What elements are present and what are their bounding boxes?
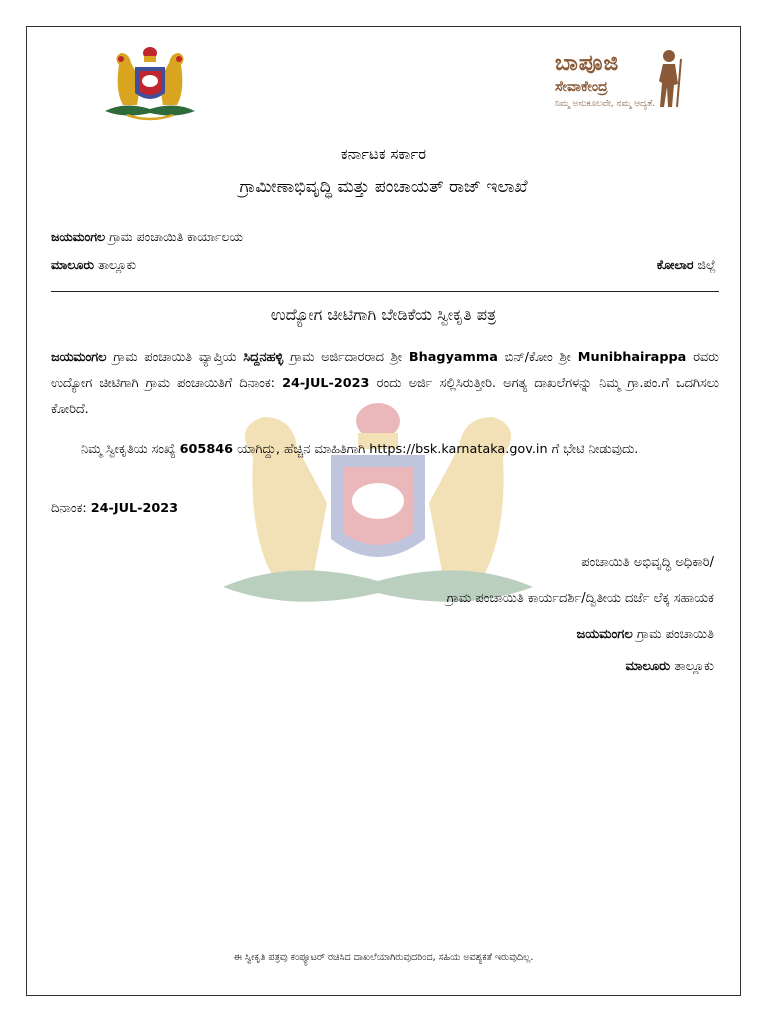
p1-text-c: ಬಿನ್/ಕೋಂ ಶ್ರೀ	[497, 350, 578, 365]
portal-url: https://bsk.karnataka.gov.in	[369, 442, 548, 457]
p1-text-d: ರವರು ಉದ್ಯೋಗ ಚೀಟಿಗಾಗಿ ಗ್ರಾಮ ಪಂಚಾಯಿತಿಗೆ ದಿನಾಂಕ:	[51, 350, 719, 391]
date-line	[51, 501, 178, 516]
p1-text-b: ಗ್ರಾಮ ಅರ್ಜಿದಾರರಾದ ಶ್ರೀ	[283, 350, 409, 365]
date-value: 24-JUL-2023	[90, 501, 179, 516]
office-village: ಜಯಮಂಗಲ	[51, 229, 106, 244]
relative-name: Munibhairappa	[577, 350, 687, 365]
district-line	[657, 257, 716, 273]
applicant-hamlet: ಸಿದ್ದನಹಳ್ಳಿ	[243, 350, 284, 365]
p2-text-c: ಗೆ ಭೇಟಿ ನೀಡುವುದು.	[547, 442, 639, 457]
date-label: ದಿನಾಂಕ:	[51, 501, 91, 516]
acknowledgement-number: 605846	[179, 442, 234, 457]
signature-village: ಜಯಮಂಗಲ	[576, 627, 633, 642]
application-date: 24-JUL-2023	[282, 376, 370, 391]
bsk-logo	[527, 47, 717, 117]
govt-name: ಕರ್ನಾಟಕ ಸರ್ಕಾರ	[340, 145, 427, 163]
district-label: ಜಿಲ್ಲೆ	[697, 257, 716, 272]
bsk-logo-title: ಬಾಪೂಜಿ	[555, 51, 620, 76]
body-paragraph-2	[51, 437, 719, 463]
p2-text-b: ಯಾಗಿದ್ದು, ಹೆಚ್ಚಿನ ಮಾಹಿತಿಗಾಗಿ	[233, 442, 370, 457]
taluk-name: ಮಾಲೂರು	[51, 257, 94, 272]
gandhi-silhouette-icon	[651, 47, 687, 109]
body-paragraph-1	[51, 345, 719, 423]
bsk-logo-subtitle: ಸೇವಾಕೇಂದ್ರ	[555, 79, 608, 95]
bsk-logo-tagline: ನಿಮ್ಮ ಅನುಕೂಲವೇ, ನಮ್ಮ ಆದ್ಯತೆ.	[555, 99, 656, 109]
signature-line-3	[577, 627, 714, 642]
signature-taluk-label: ತಾಲ್ಲೂಕು	[670, 659, 714, 674]
office-label: ಗ್ರಾಮ ಪಂಚಾಯಿತಿ ಕಾರ್ಯಾಲಯ	[109, 229, 243, 244]
applicant-name: Bhagyamma	[408, 350, 498, 365]
taluk-label: ತಾಲ್ಲೂಕು	[97, 257, 137, 272]
subject-line: ಉದ್ಯೋಗ ಚೀಟಿಗಾಗಿ ಬೇಡಿಕೆಯ ಸ್ವೀಕೃತಿ ಪತ್ರ	[270, 305, 497, 324]
department-name: ಗ್ರಾಮೀಣಾಭಿವೃದ್ಧಿ ಮತ್ತು ಪಂಚಾಯತ್ ರಾಜ್ ಇಲಾಖೆ	[239, 177, 528, 197]
district-name: ಕೋಲಾರ	[656, 257, 694, 272]
signature-line-4	[625, 659, 714, 674]
karnataka-emblem-icon	[97, 45, 203, 125]
signature-panchayat: ಗ್ರಾಮ ಪಂಚಾಯಿತಿ	[632, 627, 714, 642]
p1-text-e: ರಂದು ಅರ್ಜಿ ಸಲ್ಲಿಸಿರುತ್ತೀರಿ. ಅಗತ್ಯ ದಾಖಲೆಗಳನ್ನು ನಿಮ್ಮ ಗ್ರಾ.ಪಂ.ಗೆ ಒದಗಿಸಲು ಕೋರಿದೆ.	[51, 376, 719, 417]
taluk-line	[51, 257, 136, 273]
p2-text-a: ನಿಮ್ಮ ಸ್ವೀಕೃತಿಯ ಸಂಖ್ಯೆ	[81, 442, 180, 457]
office-line	[51, 229, 243, 245]
document-frame	[26, 26, 741, 996]
signature-line-2: ಗ್ರಾಮ ಪಂಚಾಯಿತಿ ಕಾರ್ಯದರ್ಶಿ/ದ್ವಿತೀಯ ದರ್ಜೆ ಲೆಕ್ಕ ಸಹಾಯಕ	[446, 591, 714, 606]
p1-text-a: ಗ್ರಾಮ ಪಂಚಾಯಿತಿ ವ್ಯಾಪ್ತಿಯ	[106, 350, 244, 365]
emblem-watermark-icon	[213, 397, 543, 617]
applicant-village: ಜಯಮಂಗಲ	[51, 350, 107, 365]
header-divider	[51, 291, 719, 292]
signature-line-1: ಪಂಚಾಯಿತಿ ಅಭಿವೃದ್ಧಿ ಅಧಿಕಾರಿ/	[581, 555, 714, 570]
footnote: ಈ ಸ್ವೀಕೃತಿ ಪತ್ರವು ಕಂಪ್ಯೂಟರ್ ರಚಿಸಿದ ದಾಖಲೆಯಾಗಿರುವುದರಿಂದ, ಸಹಿಯ ಅವಶ್ಯಕತೆ ಇರುವುದಿಲ್ಲ.	[233, 952, 534, 963]
signature-taluk: ಮಾಲೂರು	[625, 659, 671, 674]
